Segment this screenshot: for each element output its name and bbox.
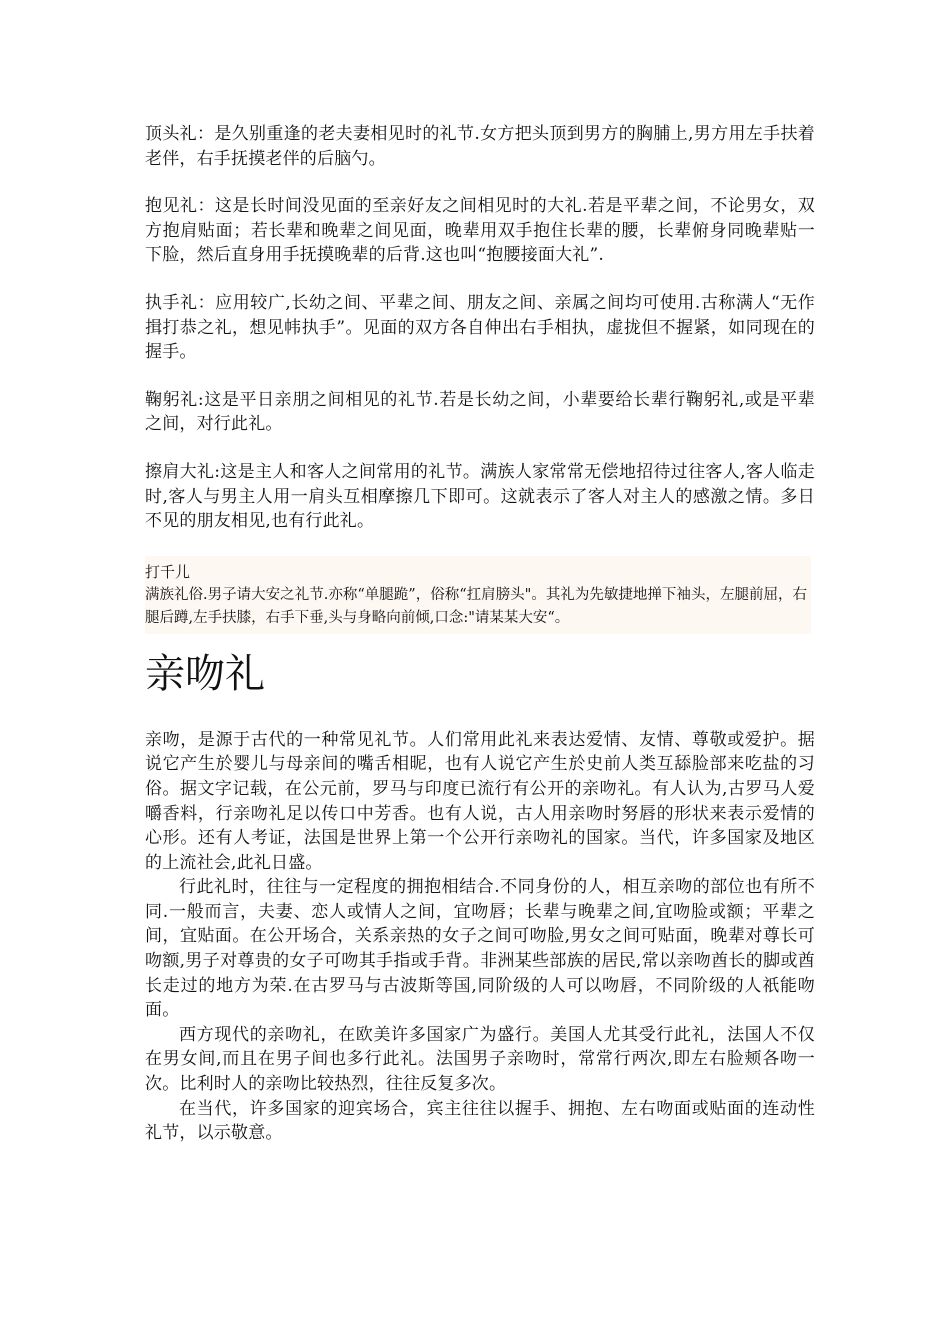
section-heading: 亲吻礼: [145, 650, 265, 697]
paragraph-jugong-li: 鞠躬礼:这是平日亲朋之间相见的礼节.若是长幼之间，小辈要给长辈行鞠躬礼,或是平辈之间，对行此礼。: [145, 389, 815, 435]
callout-title: 打千儿: [145, 562, 191, 581]
body-paragraph-western: 西方现代的亲吻礼，在欧美许多国家广为盛行。美国人尤其受行此礼，法国人不仅在男女间,而且在男子间也多行此礼。法国男子亲吻时，常常行两次,即左右脸颊各吻一次。比利时人的亲吻比较热烈，往往反复多次。: [145, 1024, 815, 1095]
paragraph-gap: [145, 268, 815, 291]
document-page: [145, 122, 815, 1146]
callout-body: 满族礼俗.男子请大安之礼节.亦称“单腿跪”，俗称“扛肩膀头"。其礼为先敏捷地掸下袖头，左腿前屈，右腿后蹲,左手扶膝，右手下垂,头与身略向前倾,口念:"请某某大安“。: [145, 586, 807, 626]
body-paragraph-practice: 行此礼时，往往与一定程度的拥抱相结合.不同身份的人，相互亲吻的部位也有所不同.一般而言，夫妻、恋人或情人之间，宜吻唇；长辈与晚辈之间,宜吻脸或额；平辈之间，宜贴面。在公开场合，关系亲热的女子之间可吻脸,男女之间可贴面，晚辈对尊长可吻额,男子对尊贵的女子可吻其手指或手背。非洲某些部族的居民,常以亲吻酋长的脚或酋长走过的地方为荣.在古罗马与古波斯等国,同阶级的人可以吻唇，不同阶级的人祇能吻面。: [145, 877, 815, 1021]
paragraph-zhishou-li: 执手礼：应用较广,长幼之间、平辈之间、朋友之间、亲属之间均可使用.古称满人“无作揖打恭之礼，想见帏执手”。见面的双方各自伸出右手相执，虚拢但不握紧，如同现在的握手。: [145, 292, 815, 363]
body-paragraph-modern: 在当代，许多国家的迎宾场合，宾主往往以握手、拥抱、左右吻面或贴面的连动性礼节，以示敬意。: [145, 1098, 815, 1144]
paragraph-cajian-dali: 擦肩大礼:这是主人和客人之间常用的礼节。满族人家常常无偿地招待过往客人,客人临走时,客人与男主人用一肩头互相摩擦几下即可。这就表示了客人对主人的感激之情。多日不见的朋友相见,也有行此礼。: [145, 461, 815, 532]
body-paragraph-intro: 亲吻，是源于古代的一种常见礼节。人们常用此礼来表达爱情、友情、尊敬或爱护。据说它产生於婴儿与母亲间的嘴舌相昵，也有人说它产生於史前人类互舔脸部来吃盐的习俗。据文字记载，在公元前，罗马与印度已流行有公开的亲吻礼。有人认为,古罗马人爱嚼香料，行亲吻礼足以传口中芳香。也有人说，古人用亲吻时努唇的形状来表示爱情的心形。还有人考证，法国是世界上第一个公开行亲吻礼的国家。当代，许多国家及地区的上流社会,此礼日盛。: [145, 729, 815, 873]
paragraph-gap: [145, 171, 815, 194]
callout-daqianer: [145, 556, 811, 634]
paragraph-gap: [145, 365, 815, 388]
paragraph-dingtou-li: 顶头礼：是久别重逢的老夫妻相见时的礼节.女方把头顶到男方的胸脯上,男方用左手扶着老伴，右手抚摸老伴的后脑勺。: [145, 124, 815, 169]
paragraph-baojian-li: 抱见礼：这是长时间没见面的至亲好友之间相见时的大礼.若是平辈之间，不论男女，双方抱肩贴面；若长辈和晚辈之间见面，晚辈用双手抱住长辈的腰，长辈俯身同晚辈贴一下脸，然后直身用手抚摸晚辈的后背.这也叫“抱腰接面大礼”.: [145, 196, 815, 266]
paragraph-gap: [145, 437, 815, 460]
